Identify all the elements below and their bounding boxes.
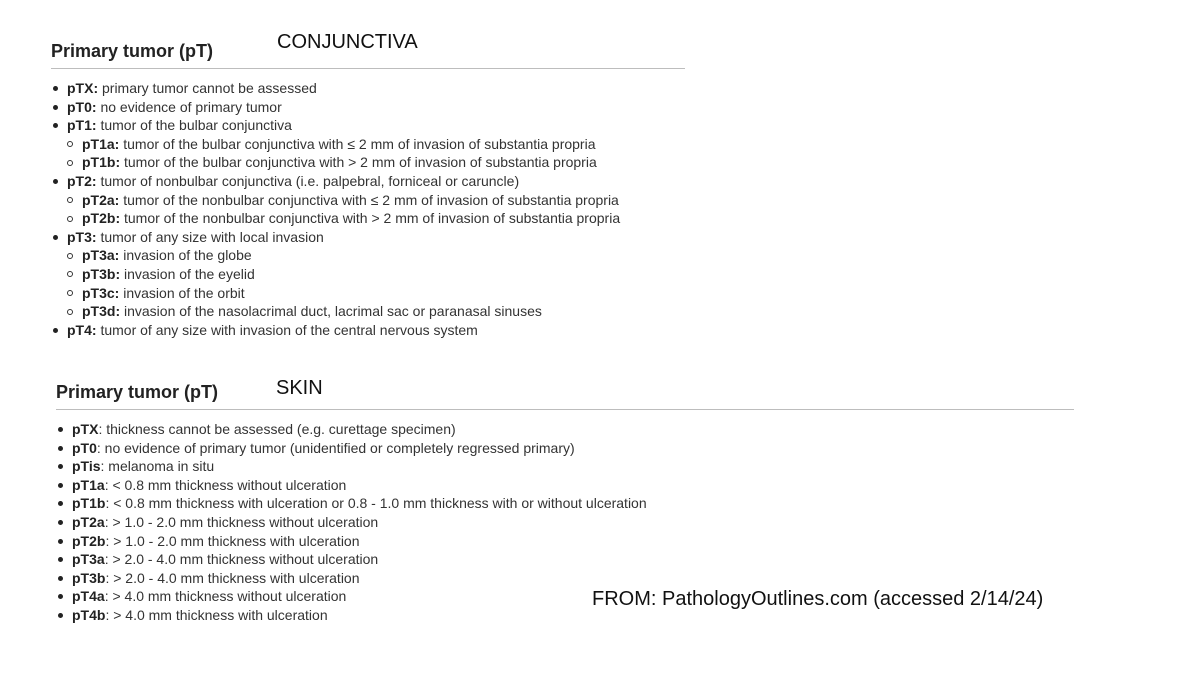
bullet-icon	[58, 427, 63, 432]
stage-code: pT3c:	[82, 284, 120, 301]
sub-list-item	[51, 246, 620, 265]
stage-code: pT1a	[72, 476, 105, 493]
sub-list-item	[51, 209, 620, 228]
stage-code: pTX	[72, 421, 99, 437]
bullet-icon	[53, 105, 58, 110]
list-item	[56, 439, 647, 458]
bullet-icon	[58, 594, 63, 599]
list-item	[51, 172, 620, 191]
stage-description: : > 1.0 - 2.0 mm thickness without ulceration	[104, 513, 379, 530]
stage-code: pT3a:	[82, 247, 120, 264]
stage-description: : > 4.0 mm thickness with ulceration	[105, 606, 328, 623]
stage-description: invasion of the nasolacrimal duct, lacrimal sac or paranasal sinuses	[120, 303, 542, 320]
list-item	[56, 476, 647, 495]
stage-description: : < 0.8 mm thickness without ulceration	[104, 476, 347, 493]
bullet-icon	[58, 520, 63, 525]
stage-description: tumor of the nonbulbar conjunctiva with ≤ 2 mm of invasion of substantia propria	[119, 191, 619, 208]
stage-code: pT3d:	[82, 303, 121, 320]
stage-code: pT1:	[67, 117, 97, 134]
bullet-icon	[58, 576, 63, 581]
hollow-bullet-icon	[67, 290, 73, 296]
bullet-icon	[58, 464, 63, 469]
sub-list-item	[51, 302, 620, 321]
stage-description: : > 1.0 - 2.0 mm thickness with ulceration	[105, 532, 360, 549]
bullet-icon	[58, 557, 63, 562]
hollow-bullet-icon	[67, 216, 73, 222]
sub-list-item	[51, 153, 620, 172]
stage-code: pT0	[72, 439, 97, 456]
bullet-icon	[53, 328, 58, 333]
stage-code: pT1b	[72, 495, 106, 512]
stage-code: pT4:	[67, 321, 97, 338]
conjunctiva-divider	[51, 68, 685, 69]
conjunctiva-stage-list	[51, 79, 620, 339]
list-item	[56, 457, 647, 476]
bullet-icon	[53, 123, 58, 128]
list-item	[56, 606, 647, 625]
list-item	[51, 79, 620, 98]
hollow-bullet-icon	[67, 160, 73, 166]
bullet-icon	[53, 179, 58, 184]
bullet-icon	[53, 86, 58, 91]
list-item	[56, 494, 647, 513]
skin-stage-list	[56, 420, 647, 625]
sub-list-item	[51, 265, 620, 284]
list-item	[56, 587, 647, 606]
stage-description: : thickness cannot be assessed (e.g. curettage specimen)	[98, 421, 456, 437]
skin-heading: Primary tumor (pT)	[56, 382, 219, 402]
stage-description: invasion of the orbit	[119, 284, 245, 301]
list-item	[51, 116, 620, 135]
skin-divider	[56, 409, 1074, 410]
stage-description: tumor of the bulbar conjunctiva	[96, 117, 292, 134]
stage-code: pTX:	[67, 80, 99, 96]
list-item	[56, 420, 647, 439]
stage-code: pT2:	[67, 172, 97, 189]
stage-description: : > 2.0 - 4.0 mm thickness with ulceration	[105, 569, 360, 586]
stage-description: primary tumor cannot be assessed	[98, 80, 317, 96]
stage-description: tumor of any size with invasion of the central nervous system	[96, 321, 478, 338]
sub-list-item	[51, 135, 620, 154]
bullet-icon	[53, 235, 58, 240]
stage-description: no evidence of primary tumor	[96, 98, 282, 115]
stage-code: pT4b	[72, 606, 106, 623]
stage-description: : < 0.8 mm thickness with ulceration or 0.8 - 1.0 mm thickness with or without ulceration	[105, 495, 647, 512]
list-item	[51, 228, 620, 247]
stage-description: : > 2.0 - 4.0 mm thickness without ulceration	[104, 551, 379, 568]
hollow-bullet-icon	[67, 141, 73, 147]
stage-description: invasion of the globe	[119, 247, 252, 264]
stage-code: pT1b:	[82, 154, 121, 171]
stage-description: tumor of any size with local invasion	[96, 228, 324, 245]
stage-code: pTis	[72, 458, 101, 475]
stage-code: pT2a:	[82, 191, 120, 208]
hollow-bullet-icon	[67, 271, 73, 277]
list-item	[56, 569, 647, 588]
stage-description: tumor of the bulbar conjunctiva with > 2 mm of invasion of substantia propria	[120, 154, 597, 171]
stage-description: tumor of nonbulbar conjunctiva (i.e. palpebral, forniceal or caruncle)	[96, 172, 520, 189]
hollow-bullet-icon	[67, 197, 73, 203]
skin-site-label: SKIN	[276, 377, 323, 399]
bullet-icon	[58, 446, 63, 451]
hollow-bullet-icon	[67, 309, 73, 315]
stage-code: pT0:	[67, 98, 97, 115]
stage-code: pT2a	[72, 513, 105, 530]
stage-code: pT3b:	[82, 265, 121, 282]
conjunctiva-heading: Primary tumor (pT)	[51, 41, 214, 61]
bullet-icon	[58, 501, 63, 506]
source-citation: FROM: PathologyOutlines.com (accessed 2/14/24)	[592, 588, 1044, 610]
stage-description: tumor of the nonbulbar conjunctiva with > 2 mm of invasion of substantia propria	[120, 210, 621, 227]
stage-code: pT2b:	[82, 210, 121, 227]
stage-code: pT3b	[72, 569, 106, 586]
bullet-icon	[58, 539, 63, 544]
list-item	[56, 550, 647, 569]
sub-list-item	[51, 191, 620, 210]
list-item	[51, 98, 620, 117]
bullet-icon	[58, 483, 63, 488]
list-item	[56, 532, 647, 551]
bullet-icon	[58, 613, 63, 618]
stage-code: pT1a:	[82, 135, 120, 152]
stage-code: pT4a	[72, 588, 105, 605]
stage-description: : > 4.0 mm thickness without ulceration	[104, 588, 347, 605]
stage-description: : no evidence of primary tumor (unidentified or completely regressed primary)	[96, 439, 575, 456]
list-item	[51, 321, 620, 340]
stage-description: invasion of the eyelid	[120, 265, 255, 282]
list-item	[56, 513, 647, 532]
stage-description: tumor of the bulbar conjunctiva with ≤ 2 mm of invasion of substantia propria	[119, 135, 596, 152]
stage-description: : melanoma in situ	[100, 458, 215, 475]
stage-code: pT3a	[72, 551, 105, 568]
hollow-bullet-icon	[67, 253, 73, 259]
stage-code: pT2b	[72, 532, 106, 549]
stage-code: pT3:	[67, 228, 97, 245]
sub-list-item	[51, 284, 620, 303]
conjunctiva-site-label: CONJUNCTIVA	[277, 31, 418, 53]
